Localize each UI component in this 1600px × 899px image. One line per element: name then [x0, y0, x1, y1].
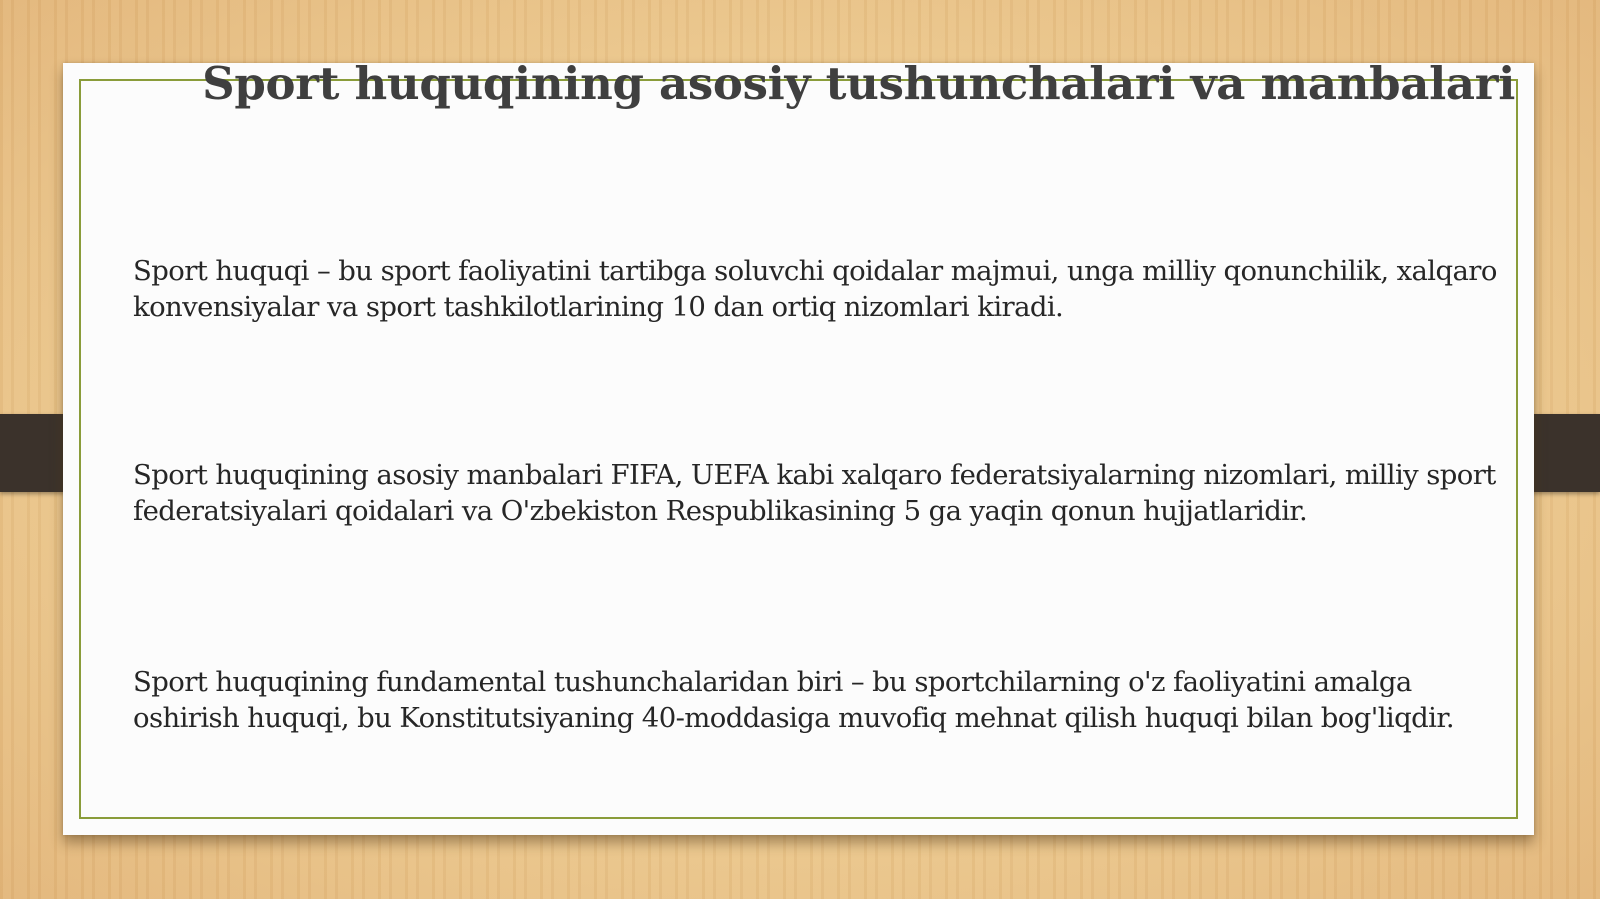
- paragraph-fundamental-concept: Sport huquqining fundamental tushunchalaridan biri – bu sportchilarning o'z faoliyatini amalga oshirish huquqi, bu Konstitutsiyaning 40-moddasiga muvofiq mehnat qilish huquqi bilan bog'liqdir.: [133, 666, 1454, 734]
- paragraph-definition: Sport huquqi – bu sport faoliyatini tartibga soluvchi qoidalar majmui, unga milliy qonunchilik, xalqaro konvensiyalar va sport tashkilotlarining 10 dan ortiq nizomlari kiradi.: [133, 255, 1497, 323]
- slide-title: Sport huquqining asosiy tushunchalari va manbalari: [202, 57, 1515, 110]
- paragraph-sources: Sport huquqining asosiy manbalari FIFA, UEFA kabi xalqaro federatsiyalarning nizomlari, milliy sport federatsiyalari qoidalari va O'zbekiston Respublikasining 5 ga yaqin qonun hujjatlaridir.: [133, 459, 1496, 527]
